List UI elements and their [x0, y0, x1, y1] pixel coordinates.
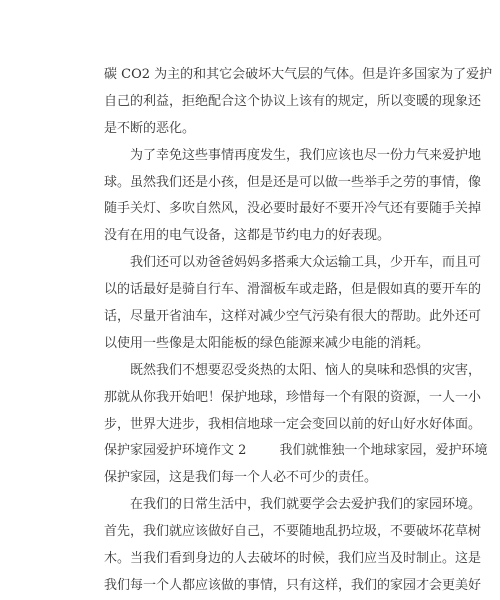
text-line: 首先，我们就应该做好自己，不要随地乱扔垃圾，不要破坏花草树	[104, 524, 482, 540]
paragraph-co2-agreement	[104, 62, 493, 143]
paragraph-transport	[104, 250, 482, 358]
text-line: 保护家园爱护环境作文 2 我们就惟独一个地球家园，爱护环境	[104, 443, 488, 459]
text-line: 保护家园，这是我们每一个人必不可少的责任。	[104, 470, 378, 486]
text-line-cut-off: 我们每一个人都应该做的事情，只有这样，我们的家园才会更美好	[104, 577, 482, 593]
text-line: 步，世界大进步，我相信地球一定会变回以前的好山好水好体面。	[104, 416, 482, 432]
text-line: 是不断的恶化。	[104, 120, 196, 136]
paragraph-daily-life	[104, 492, 482, 593]
text-line: 既然我们不想要忍受炎热的太阳、恼人的臭味和恐惧的灾害，	[130, 362, 482, 378]
text-line: 以使用一些像是太阳能板的绿色能源来减少电能的消耗。	[104, 335, 430, 351]
text-line: 我们还可以劝爸爸妈妈多搭乘大众运输工具，少开车，而且可	[130, 255, 482, 271]
paragraph-save-energy	[104, 143, 482, 251]
text-line: 没有在用的电气设备，这都是节约电力的好表现。	[104, 228, 391, 244]
text-line: 以的话最好是骑自行车、滑溜板车或走路，但是假如真的要开车的	[104, 282, 482, 298]
text-line: 自己的利益，拒绝配合这个协议上该有的规定，所以变暖的现象还	[104, 93, 482, 109]
text-line: 那就从你我开始吧！保护地球，珍惜每一个有限的资源，一人一小	[104, 389, 482, 405]
text-line: 木。当我们看到身边的人去破坏的时候，我们应当及时制止。这是	[104, 551, 482, 567]
text-line: 在我们的日常生活中，我们就要学会去爱护我们的家园环境。	[130, 497, 482, 513]
paragraph-start-with-us	[104, 358, 482, 439]
text-line: 话，尽量开省油车，这样对减少空气污染有很大的帮助。此外还可	[104, 309, 482, 325]
paragraph-essay-2-heading	[104, 438, 488, 492]
text-line: 碳 CO2 为主的和其它会破坏大气层的气体。但是许多国家为了爱护	[104, 67, 493, 82]
text-line: 为了幸免这些事情再度发生，我们应该也尽一份力气来爱护地	[130, 147, 482, 163]
text-line: 球。虽然我们还是小孩，但是还是可以做一些举手之劳的事情，像	[104, 174, 482, 190]
text-line: 随手关灯、多吹自然风，没必要时最好不要开冷气还有要随手关掉	[104, 201, 482, 217]
